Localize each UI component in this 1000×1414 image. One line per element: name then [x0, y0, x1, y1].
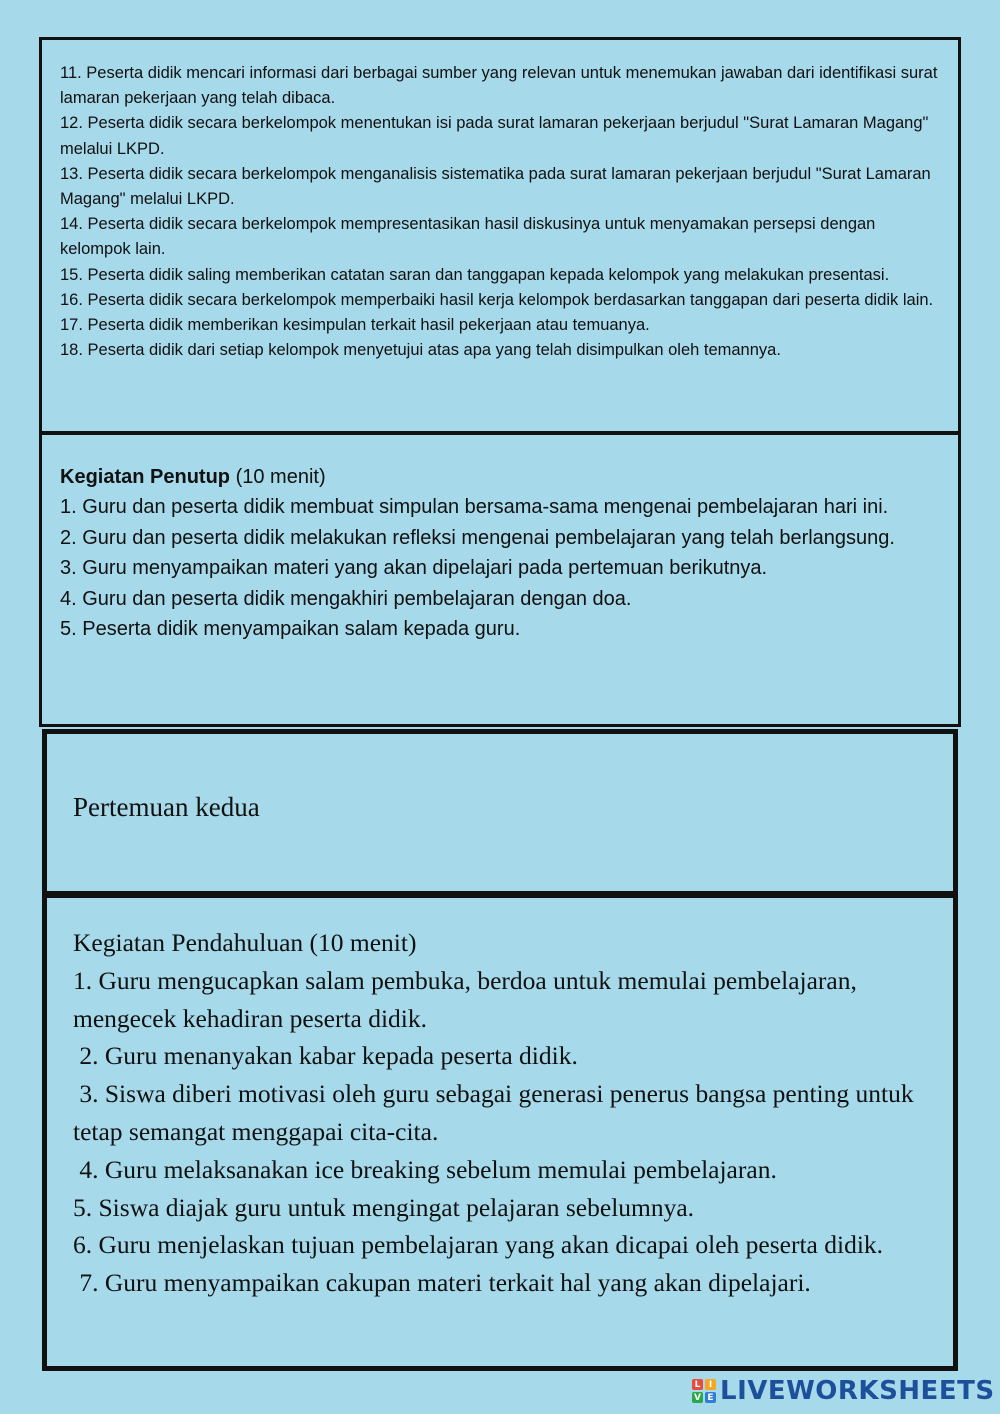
- logo-text: LIVEWORKSHEETS: [720, 1376, 995, 1406]
- closing-step-4: 4. Guru dan peserta didik mengakhiri pembelajaran dengan doa.: [60, 587, 632, 610]
- opening-activity-box: [42, 893, 958, 1371]
- opening-step-7: 7. Guru menyampaikan cakupan materi terkait hal yang akan dipelajari.: [73, 1268, 811, 1298]
- opening-step-1: 1. Guru mengucapkan salam pembuka, berdoa untuk memulai pembelajaran, mengecek kehadiran peserta didik.: [73, 965, 864, 1033]
- logo-letter-e: E: [705, 1392, 716, 1403]
- logo-letter-i: I: [705, 1379, 716, 1390]
- second-meeting-title: Pertemuan kedua: [73, 792, 260, 822]
- step-16: 16. Peserta didik secara berkelompok memperbaiki hasil kerja kelompok berdasarkan tanggapan dari peserta didik lain.: [60, 290, 934, 309]
- activity-steps-box: [39, 37, 961, 435]
- step-12: 12. Peserta didik secara berkelompok menentukan isi pada surat lamaran pekerjaan berjudul "Surat Lamaran Magang" melalui LKPD.: [60, 114, 929, 158]
- opening-heading: Kegiatan Pendahuluan (10 menit): [73, 928, 417, 957]
- step-11: 11. Peserta didik mencari informasi dari berbagai sumber yang relevan untuk menemukan jawaban dari identifikasi surat lamaran pekerjaan yang telah dibaca.: [60, 64, 938, 108]
- step-14: 14. Peserta didik secara berkelompok mempresentasikan hasil diskusinya untuk menyamakan persepsi dengan kelompok lain.: [60, 215, 876, 259]
- closing-step-3: 3. Guru menyampaikan materi yang akan dipelajari pada pertemuan berikutnya.: [60, 557, 768, 580]
- liveworksheets-logo[interactable]: [692, 1374, 995, 1408]
- step-15: 15. Peserta didik saling memberikan catatan saran dan tanggapan kepada kelompok yang melakukan presentasi.: [60, 265, 890, 284]
- logo-letter-v: V: [692, 1392, 703, 1403]
- closing-step-5: 5. Peserta didik menyampaikan salam kepada guru.: [60, 618, 521, 641]
- step-18: 18. Peserta didik dari setiap kelompok menyetujui atas apa yang telah disimpulkan oleh temannya.: [60, 341, 781, 360]
- closing-step-2: 2. Guru dan peserta didik melakukan refleksi mengenai pembelajaran yang telah berlangsung.: [60, 526, 895, 549]
- opening-step-5: 5. Siswa diajak guru untuk mengingat pelajaran sebelumnya.: [73, 1192, 695, 1222]
- logo-icon: [692, 1379, 716, 1403]
- closing-activity-box: [39, 431, 961, 727]
- opening-step-4: 4. Guru melaksanakan ice breaking sebelum memulai pembelajaran.: [73, 1154, 777, 1184]
- closing-step-1: 1. Guru dan peserta didik membuat simpulan bersama-sama mengenai pembelajaran hari ini.: [60, 496, 889, 519]
- opening-step-3: 3. Siswa diberi motivasi oleh guru sebagai generasi penerus bangsa penting untuk tetap semangat menggapai cita-cita.: [73, 1079, 920, 1146]
- second-meeting-box: [42, 729, 958, 896]
- closing-heading-duration: (10 menit): [230, 466, 326, 488]
- opening-step-6: 6. Guru menjelaskan tujuan pembelajaran yang akan dicapai oleh peserta didik.: [73, 1230, 884, 1260]
- opening-step-2: 2. Guru menanyakan kabar kepada peserta didik.: [73, 1041, 578, 1071]
- closing-heading-title: Kegiatan Penutup: [60, 466, 231, 488]
- step-13: 13. Peserta didik secara berkelompok menganalisis sistematika pada surat lamaran pekerjaan berjudul "Surat Lamaran Magang" melalui LKPD.: [60, 164, 931, 209]
- logo-letter-l: L: [692, 1379, 703, 1390]
- step-17: 17. Peserta didik memberikan kesimpulan terkait hasil pekerjaan atau temuanya.: [60, 316, 650, 335]
- closing-heading: [60, 462, 940, 492]
